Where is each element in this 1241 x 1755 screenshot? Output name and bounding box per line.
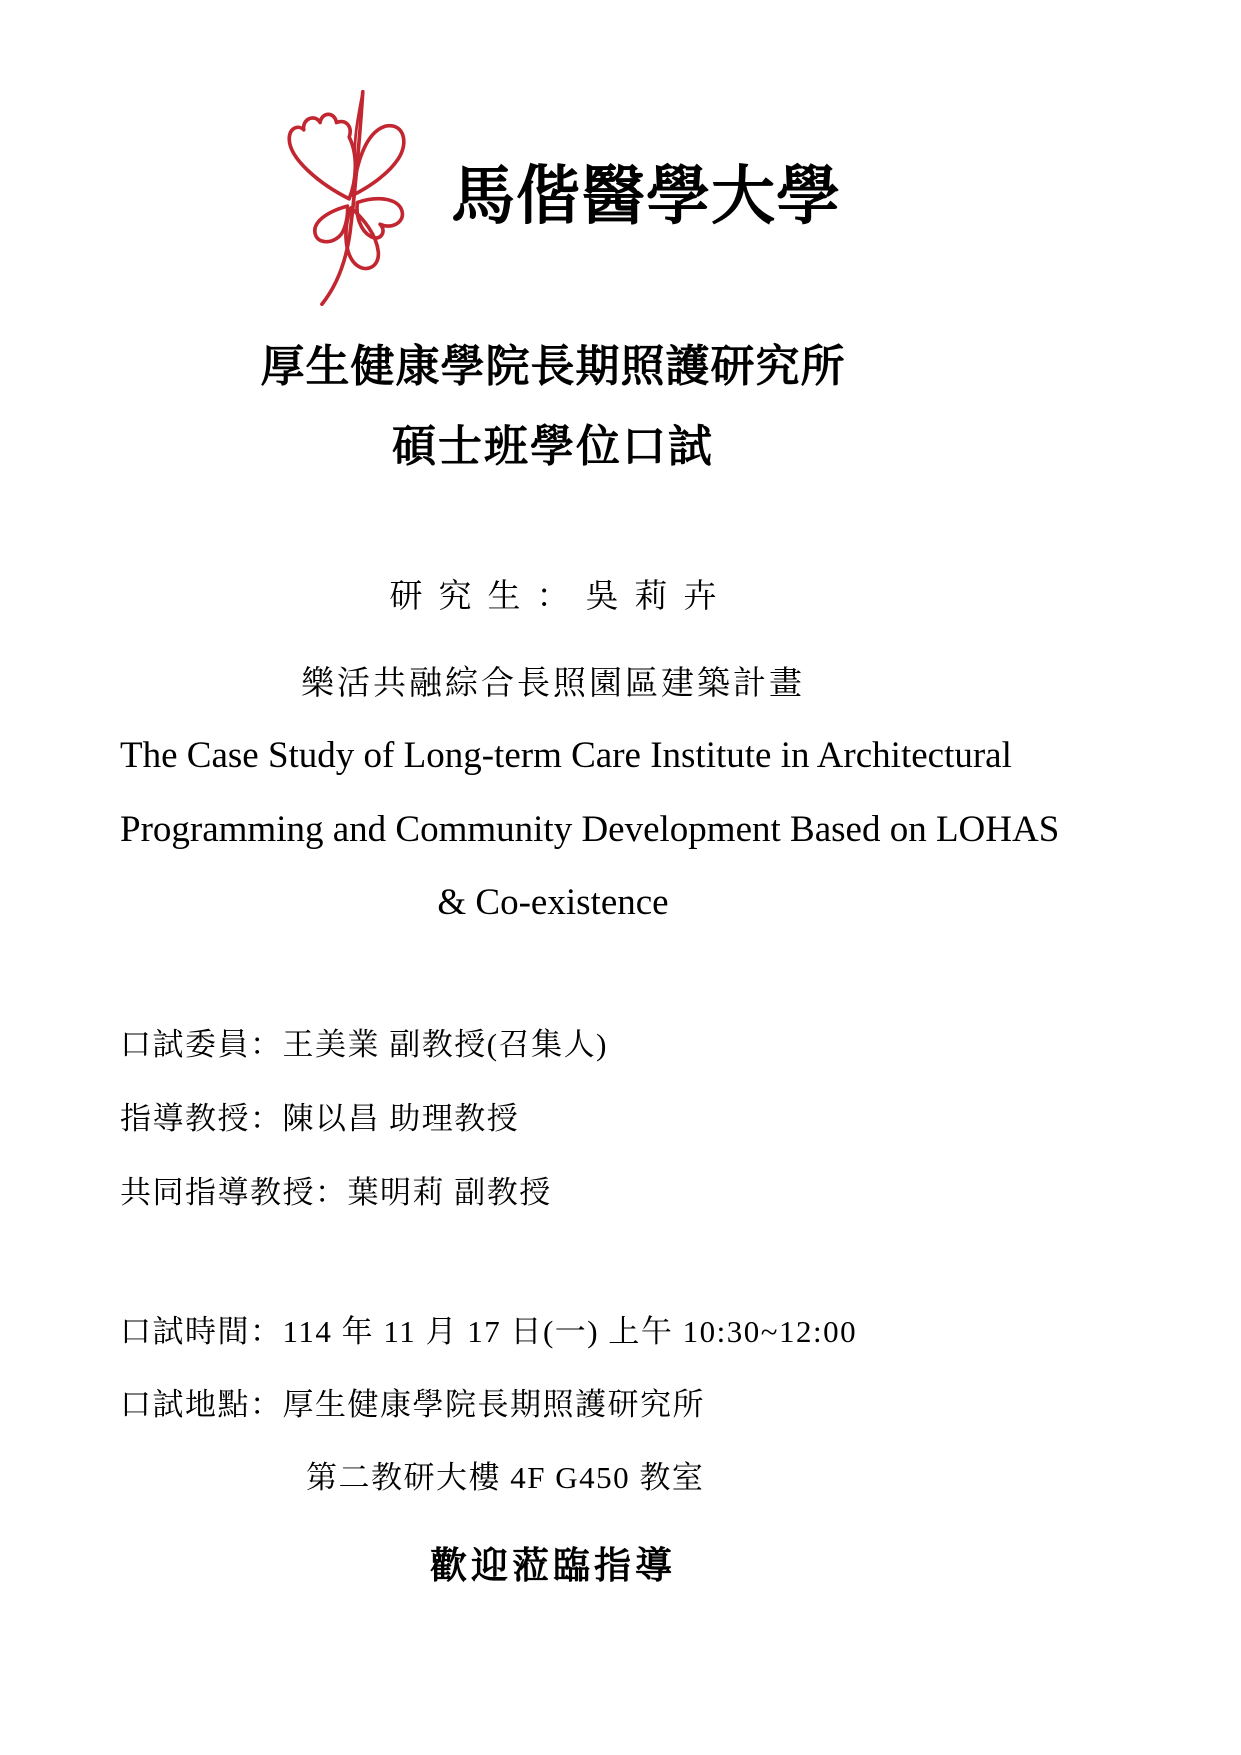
exam-room-line: 第二教研大樓 4F G450 教室 — [306, 1459, 705, 1495]
welcome-message: 歡迎蒞臨指導 — [430, 1545, 676, 1587]
student-name-line: 研究生：吳莉卉 — [389, 579, 733, 615]
defense-title: 碩士班學位口試 — [392, 422, 714, 471]
committee-section — [120, 1026, 986, 1210]
institute-title: 厚生健康學院長期照護研究所 — [260, 342, 846, 391]
co-advisor-line: 共同指導教授：葉明莉 副教授 — [120, 1174, 552, 1210]
thesis-title-en-line3: & Co-existence — [437, 882, 669, 924]
university-logo — [120, 88, 986, 306]
examiner-line: 口試委員：王美業 副教授(召集人) — [120, 1026, 608, 1062]
thesis-title-zh: 樂活共融綜合長照園區建築計畫 — [301, 666, 805, 702]
thesis-title-en-line2: Programming and Community Development Based on LOHAS — [120, 808, 1060, 850]
exam-time-line: 口試時間：114 年 11 月 17 日(一) 上午 10:30~12:00 — [120, 1313, 858, 1349]
schedule-section — [120, 1313, 986, 1495]
exam-location-line: 口試地點：厚生健康學院長期照護研究所 — [120, 1386, 705, 1422]
advisor-line: 指導教授：陳以昌 助理教授 — [120, 1100, 520, 1136]
university-name: 馬偕醫學大學 — [451, 161, 841, 232]
thesis-title-en-line1: The Case Study of Long-term Care Institute in Architectural — [120, 735, 1012, 776]
flower-logo-icon — [265, 88, 437, 306]
